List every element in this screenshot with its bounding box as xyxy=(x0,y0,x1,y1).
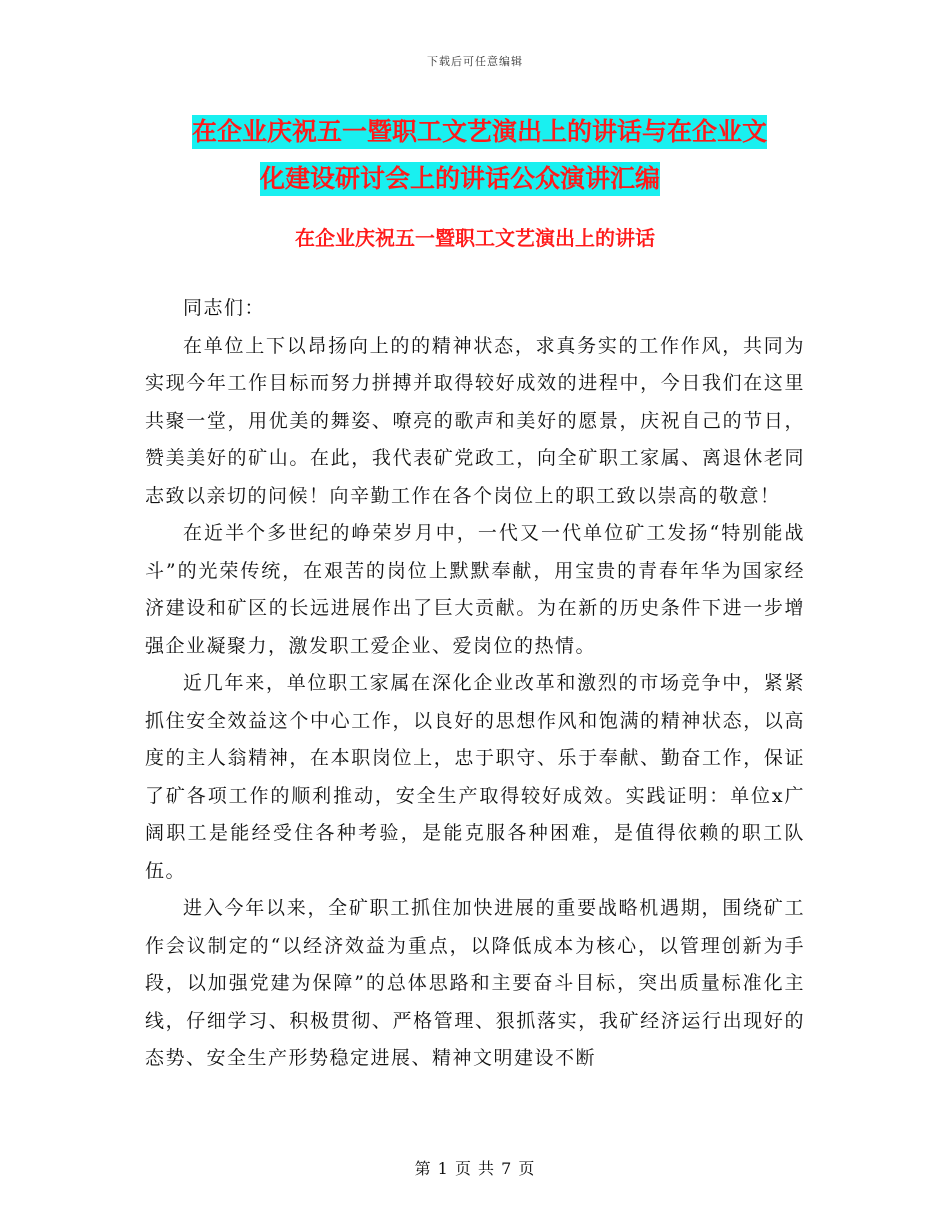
main-title-line-1 xyxy=(184,108,824,155)
paragraph: 在近半个多世纪的峥荣岁月中，一代又一代单位矿工发扬“特别能战斗”的光荣传统，在艰苦的岗位上默默奉献，用宝贵的青春年华为国家经济建设和矿区的长远进展作出了巨大贡献。为在新的历史条件下进一步增强企业凝聚力，激发职工爱企业、爱岗位的热情。 xyxy=(145,522,805,657)
main-title-line-2-text: 化建设研讨会上的讲话公众演讲汇编 xyxy=(260,162,660,196)
section-title: 在企业庆祝五一暨职工文艺演出上的讲话 xyxy=(295,226,655,250)
main-title-line-2 xyxy=(184,155,824,202)
paragraph: 在单位上下以昂扬向上的的精神状态，求真务实的工作作风，共同为实现今年工作目标而努力拼搏并取得较好成效的进程中，今日我们在这里共聚一堂，用优美的舞姿、嘹亮的歌声和美好的愿景，庆祝自己的节日，赞美美好的矿山。在此，我代表矿党政工，向全矿职工家属、离退休老同志致以亲切的问候！向辛勤工作在各个岗位上的职工致以崇高的敬意！ xyxy=(145,334,805,507)
main-title-line-1-text: 在企业庆祝五一暨职工文艺演出上的讲话与在企业文 xyxy=(192,115,767,149)
document-body xyxy=(145,290,805,1078)
paragraph: 近几年来，单位职工家属在深化企业改革和激烈的市场竞争中，紧紧抓住安全效益这个中心工作，以良好的思想作风和饱满的精神状态，以高度的主人翁精神，在本职岗位上，忠于职守、乐于奉献、勤奋工作，保证了矿各项工作的顺利推动，安全生产取得较好成效。实践证明：单位x广阔职工是能经受住各种考验，是能克服各种困难，是值得依赖的职工队伍。 xyxy=(145,672,805,882)
paragraph: 进入今年以来，全矿职工抓住加快进展的重要战略机遇期，围绕矿工作会议制定的“以经济效益为重点，以降低成本为核心，以管理创新为手段，以加强党建为保障”的总体思路和主要奋斗目标，突出质量标准化主线，仔细学习、积极贯彻、严格管理、狠抓落实，我矿经济运行出现好的态势、安全生产形势稳定进展、精神文明建设不断 xyxy=(145,897,805,1069)
header-note: 下载后可任意编辑 xyxy=(427,55,523,68)
paragraph-salutation: 同志们： xyxy=(183,297,266,319)
page-number-footer: 第 1 页 共 7 页 xyxy=(414,1159,536,1178)
document-main-title xyxy=(184,108,824,202)
